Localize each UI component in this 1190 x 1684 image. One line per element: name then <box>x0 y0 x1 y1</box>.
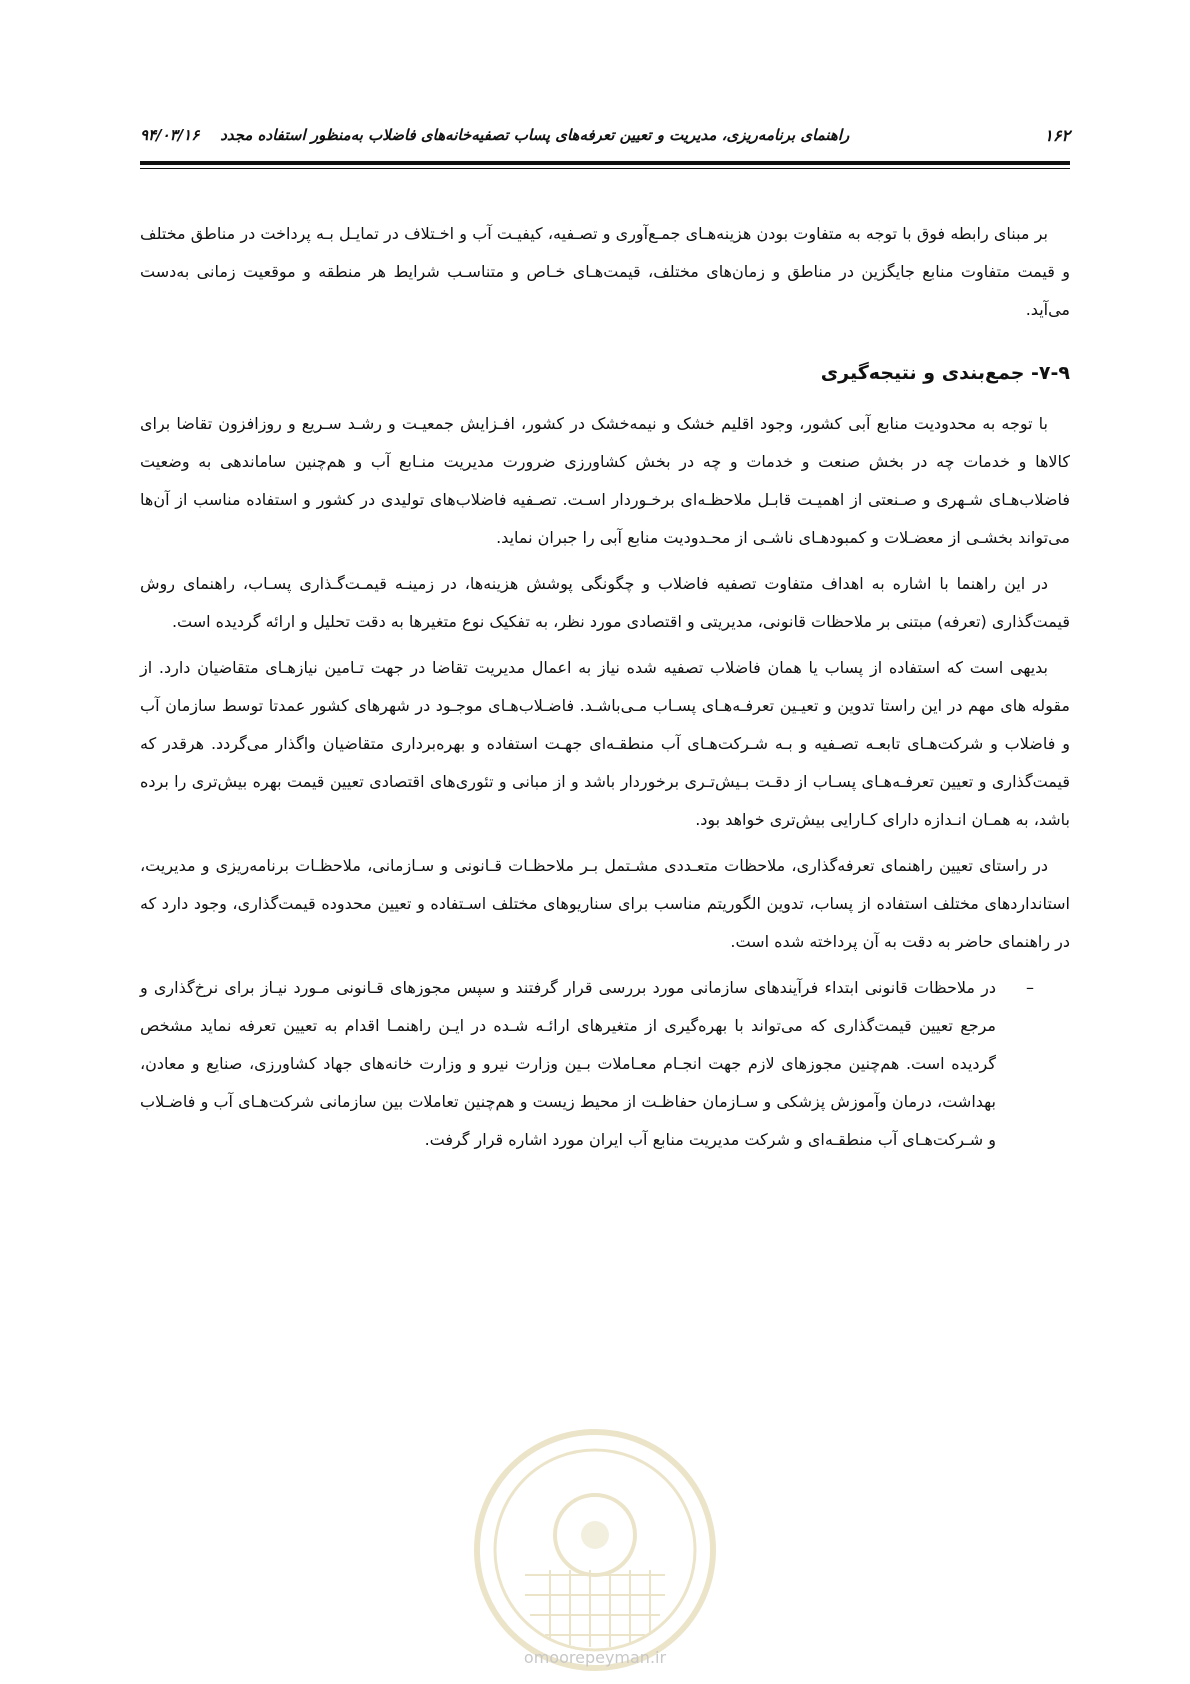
running-title <box>140 126 849 144</box>
header-rule-thick <box>140 161 1070 165</box>
page-content <box>140 215 1070 1159</box>
bullet-item <box>140 969 1070 1159</box>
body-paragraph-1: با توجه به محدودیت منابع آبی کشور، وجود اقلیم خشک و نیمه‌خشک در کشور، افـزایش جمعیـت و رشـد سـریع و روزافزون تقاضا برای کالاها و خدمات چه در بخش صنعت و خدمات و چه در بخش کشاورزی ضرورت مدیریت منـابع آب و هم‌چنین ساماندهی به وضعیت فاضلاب‌هـای شـهری و صـنعتی از اهمیـت قابـل ملاحظـه‌ای برخـوردار اسـت. تصـفیه فاضلاب‌های تولیدی در کشور و استفاده مناسب از آن‌ها می‌تواند بخشـی از معضـلات و کمبودهـای ناشـی از محـدودیت منابع آبی را جبران نماید. <box>140 414 1070 547</box>
page-header <box>140 126 1070 154</box>
watermark-seal-icon <box>470 1425 720 1675</box>
header-rule-thin <box>140 168 1070 169</box>
bullet-text: در ملاحظات قانونی ابتداء فرآیندهای سازمانی مورد بررسی قرار گرفتند و سپس مجوزهای قـانونی مـورد نیـاز برای نرخ‌گذاری و مرجع تعیین قیمت‌گذاری که می‌تواند با بهره‌گیری از متغیرهای ارائـه شـده در ایـن راهنمـا اقدام به تعیین تعرفه نماید مشخص گردیده است. هم‌چنین مجوزهای لازم جهت انجـام معـاملات بـین وزارت نیرو و وزارت خانه‌های جهاد کشاورزی، صنایع و معادن، بهداشت، درمان وآموزش پزشکی و سـازمان حفاظـت از محیط زیست و هم‌چنین تعاملات بین سازمانی شرکت‌هـای آب و فاضـلاب و شـرکت‌هـای آب منطقـه‌ای و شرکت مدیریت منابع آب ایران مورد اشاره قرار گرفت. <box>140 978 996 1149</box>
body-paragraph-2: در این راهنما با اشاره به اهداف متفاوت تصفیه فاضلاب و چگونگی پوشش هزینه‌ها، در زمینـه قیمـت‌گـذاری پسـاب، راهنمای روش قیمت‌گذاری (تعرفه) مبتنی بر ملاحظات قانونی، مدیریتی و اقتصادی مورد نظر، به تفکیک نوع متغیرها به دقت تحلیل و ارائه گردیده است. <box>140 574 1070 631</box>
running-title-text: راهنمای برنامه‌ریزی، مدیریت و تعیین تعرفه‌های پساب تصفیه‌خانه‌های فاضلاب به‌منظور استفاده مجدد <box>220 126 850 144</box>
watermark-url: omoorepeyman.ir <box>523 1648 667 1667</box>
body-paragraph-4: در راستای تعیین راهنمای تعرفه‌گذاری، ملاحظات متعـددی مشـتمل بـر ملاحظـات قـانونی و سـازمانی، ملاحظـات برنامه‌ریزی و مدیریت، استانداردهای مختلف استفاده از پساب، تدوین الگوریتم مناسب برای سناریوهای مختلف اسـتفاده و تعیین محدوده قیمت‌گذاری، وجود دارد که در راهنمای حاضر به دقت به آن پرداخته شده است. <box>140 856 1070 951</box>
date-code: ۹۴/۰۳/۱۶ <box>140 126 200 144</box>
section-heading: ۷-۹- جمع‌بندی و نتیجه‌گیری <box>820 362 1070 384</box>
intro-paragraph: بر مبنای رابطه فوق با توجه به متفاوت بودن هزینه‌هـای جمـع‌آوری و تصـفیه، کیفیـت آب و اخـتلاف در تمایـل بـه پرداخت در مناطق مختلف و قیمت متفاوت منابع جایگزین در مناطق و زمان‌های مختلف، قیمت‌هـای خـاص و متناسـب شرایط هر منطقه و موقعیت زمانی به‌دست می‌آید. <box>140 224 1070 319</box>
bullet-dash-icon: – <box>1026 978 1034 997</box>
page-number: ۱۶۲ <box>1044 126 1070 145</box>
body-paragraph-3: بدیهی است که استفاده از پساب یا همان فاضلاب تصفیه شده نیاز به اعمال مدیریت تقاضا در جهت تـامین نیازهـای متقاضیان دارد. از مقوله های مهم در این راستا تدوین و تعیـین تعرفـه‌هـای پسـاب مـی‌باشـد. فاضـلاب‌هـای موجـود در شهرهای کشور عمدتا توسط سازمان آب و فاضلاب و شرکت‌هـای تابعـه تصـفیه و بـه شـرکت‌هـای آب منطقـه‌ای جهـت استفاده و بهره‌برداری متقاضیان واگذار می‌گردد. هرقدر که قیمت‌گذاری و تعیین تعرفـه‌هـای پسـاب از دقـت بـیش‌تـری برخوردار باشد و از مبانی و تئوری‌های اقتصادی تعیین قیمت بهره بیش‌تری را برده باشد، به همـان انـدازه دارای کـارایی بیش‌تری خواهد بود. <box>140 658 1070 829</box>
bullet-list <box>140 969 1070 1159</box>
